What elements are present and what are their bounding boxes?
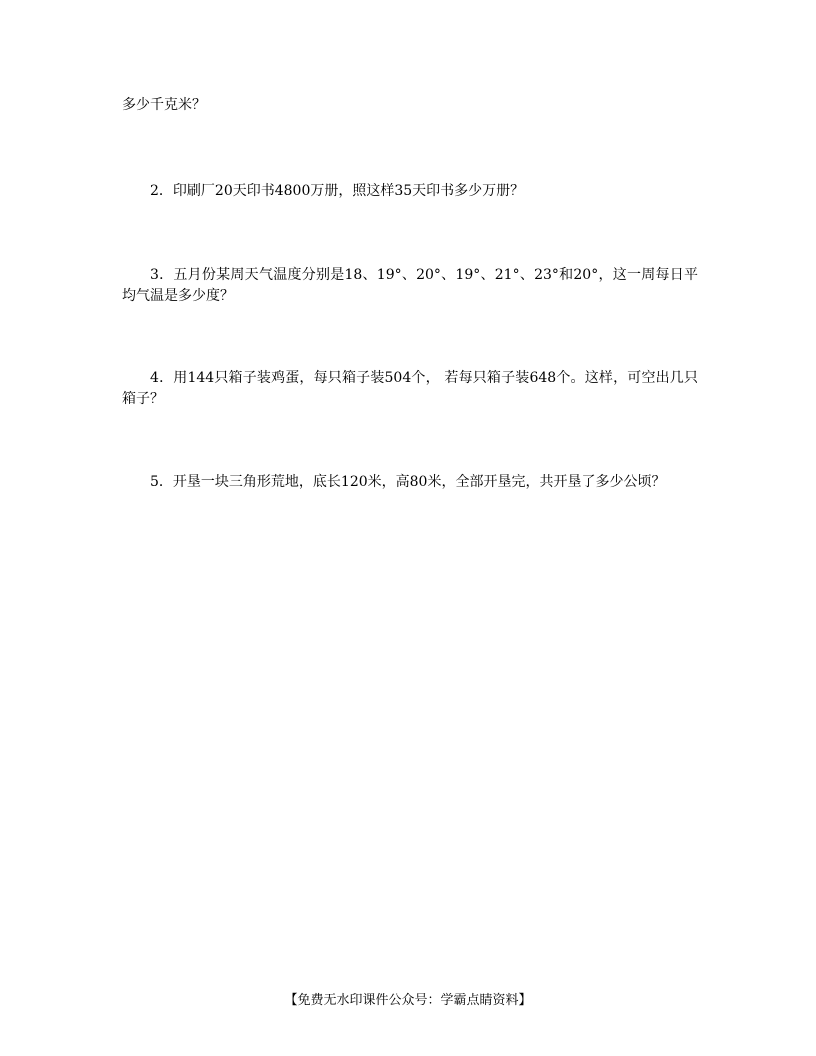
footer-note: 【免费无水印课件公众号：学霸点睛资料】 <box>284 993 532 1008</box>
question-5: 5．开垦一块三角形荒地，底长120米，高80米，全部开垦完，共开垦了多少公顷？ <box>150 474 666 490</box>
question-2: 2．印刷厂20天印书4800万册，照这样35天印书多少万册？ <box>150 183 525 199</box>
question-4: 4．用144只箱子装鸡蛋，每只箱子装504个， 若每只箱子装648个。这样，可空出几只箱子？ <box>122 370 698 407</box>
question-1-continuation: 多少千克米？ <box>122 97 206 113</box>
question-3: 3．五月份某周天气温度分别是18、19°、20°、19°、21°、23°和20°，这一周每日平均气温是多少度？ <box>122 267 698 304</box>
